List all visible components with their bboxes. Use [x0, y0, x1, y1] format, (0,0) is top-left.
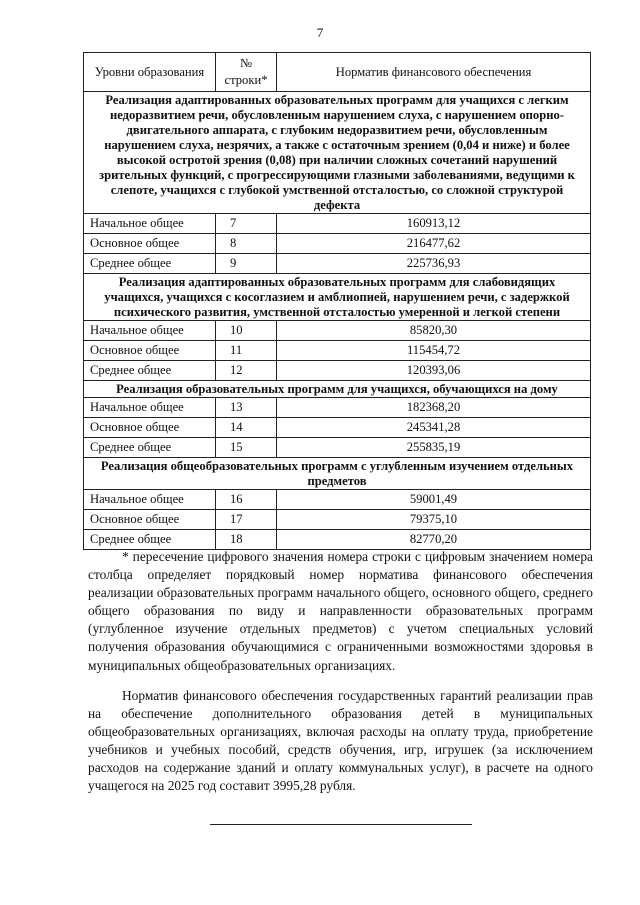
cell-norm-value: 79375,10 — [277, 510, 591, 530]
cell-row-number: 15 — [216, 438, 277, 458]
page-number: 7 — [316, 25, 324, 40]
footnote: * пересечение цифрового значения номера строки с цифровым значением номера столбца определяет порядковый номер норматива финансового обеспечения реализации образовательных программ начального общего, основного общего, среднего общего образования по виду и направленности образовательных программ (углубленное изучение отдельных предметов) с учетом специальных условий получения образования обучающимися с ограниченными возможностями здоровья в муниципальных общеобразовательных организациях. — [88, 549, 593, 673]
cell-row-number: 8 — [216, 234, 277, 254]
section-title: Реализация образовательных программ для учащихся, обучающихся на дому — [84, 381, 591, 398]
table-header-row — [84, 53, 591, 92]
cell-norm-value: 225736,93 — [277, 254, 591, 274]
table-row — [84, 418, 591, 438]
table-row — [84, 490, 591, 510]
cell-row-number: 7 — [216, 214, 277, 234]
cell-level: Начальное общее — [84, 398, 216, 418]
cell-norm-value: 245341,28 — [277, 418, 591, 438]
section-header-row — [84, 381, 591, 398]
cell-norm-value: 120393,06 — [277, 361, 591, 381]
table-row — [84, 214, 591, 234]
table-row — [84, 398, 591, 418]
table-row — [84, 234, 591, 254]
cell-norm-value: 216477,62 — [277, 234, 591, 254]
section-header-row — [84, 274, 591, 321]
cell-row-number: 18 — [216, 530, 277, 550]
cell-row-number: 10 — [216, 321, 277, 341]
additional-education-paragraph: Норматив финансового обеспечения государственных гарантий реализации прав на обеспечение дополнительного образования детей в муниципальных общеобразовательных организациях, включая расходы на оплату труда, приобретение учебников и учебных пособий, средств обучения, игр, игрушек (за исключением расходов на содержание зданий и оплату коммунальных услуг), в расчете на одного учащегося на 2025 год составит 3995,28 рубля. — [88, 688, 593, 794]
cell-row-number: 11 — [216, 341, 277, 361]
section-title: Реализация общеобразовательных программ с углубленным изучением отдельных предметов — [84, 458, 591, 490]
cell-row-number: 14 — [216, 418, 277, 438]
section-header-row — [84, 92, 591, 214]
cell-row-number: 17 — [216, 510, 277, 530]
cell-level: Начальное общее — [84, 321, 216, 341]
cell-row-number: 9 — [216, 254, 277, 274]
cell-norm-value: 115454,72 — [277, 341, 591, 361]
cell-level: Основное общее — [84, 341, 216, 361]
cell-level: Основное общее — [84, 510, 216, 530]
cell-level: Среднее общее — [84, 254, 216, 274]
cell-level: Основное общее — [84, 418, 216, 438]
table-row — [84, 530, 591, 550]
table-row — [84, 438, 591, 458]
cell-norm-value: 255835,19 — [277, 438, 591, 458]
cell-row-number: 13 — [216, 398, 277, 418]
cell-norm-value: 85820,30 — [277, 321, 591, 341]
table-row — [84, 254, 591, 274]
cell-level: Начальное общее — [84, 214, 216, 234]
table-row — [84, 510, 591, 530]
end-divider — [210, 824, 472, 825]
cell-row-number: 12 — [216, 361, 277, 381]
header-row-number: № строки* — [216, 53, 277, 92]
section-header-row — [84, 458, 591, 490]
cell-level: Основное общее — [84, 234, 216, 254]
cell-norm-value: 160913,12 — [277, 214, 591, 234]
section-title: Реализация адаптированных образовательных программ для учащихся с легким недоразвитием речи, обусловленным нарушением слуха, с нарушением опорно-двигательного аппарата, с глубоким недоразвитием речи, обусловленным нарушением слуха, незрячих, а также с остаточным зрением (0,04 и ниже) и более высокой остротой зрения (0,08) при наличии сложных сочетаний нарушений зрительных функций, с прогрессирующими глазными заболеваниями, ведущими к слепоте, учащихся с глубокой умственной отсталостью, со сложной структурой дефекта — [84, 92, 591, 214]
table-row — [84, 361, 591, 381]
cell-level: Среднее общее — [84, 361, 216, 381]
cell-level: Начальное общее — [84, 490, 216, 510]
header-education-level: Уровни образования — [84, 53, 216, 92]
section-title: Реализация адаптированных образовательных программ для слабовидящих учащихся, учащихся с косоглазием и амблиопией, нарушением речи, с задержкой психического развития, умственной отсталостью умеренной и легкой степени — [84, 274, 591, 321]
financing-norms-table — [83, 52, 591, 550]
cell-level: Среднее общее — [84, 438, 216, 458]
cell-row-number: 16 — [216, 490, 277, 510]
cell-norm-value: 82770,20 — [277, 530, 591, 550]
cell-level: Среднее общее — [84, 530, 216, 550]
cell-norm-value: 182368,20 — [277, 398, 591, 418]
table-row — [84, 321, 591, 341]
cell-norm-value: 59001,49 — [277, 490, 591, 510]
table-row — [84, 341, 591, 361]
header-financing-norm: Норматив финансового обеспечения — [277, 53, 591, 92]
